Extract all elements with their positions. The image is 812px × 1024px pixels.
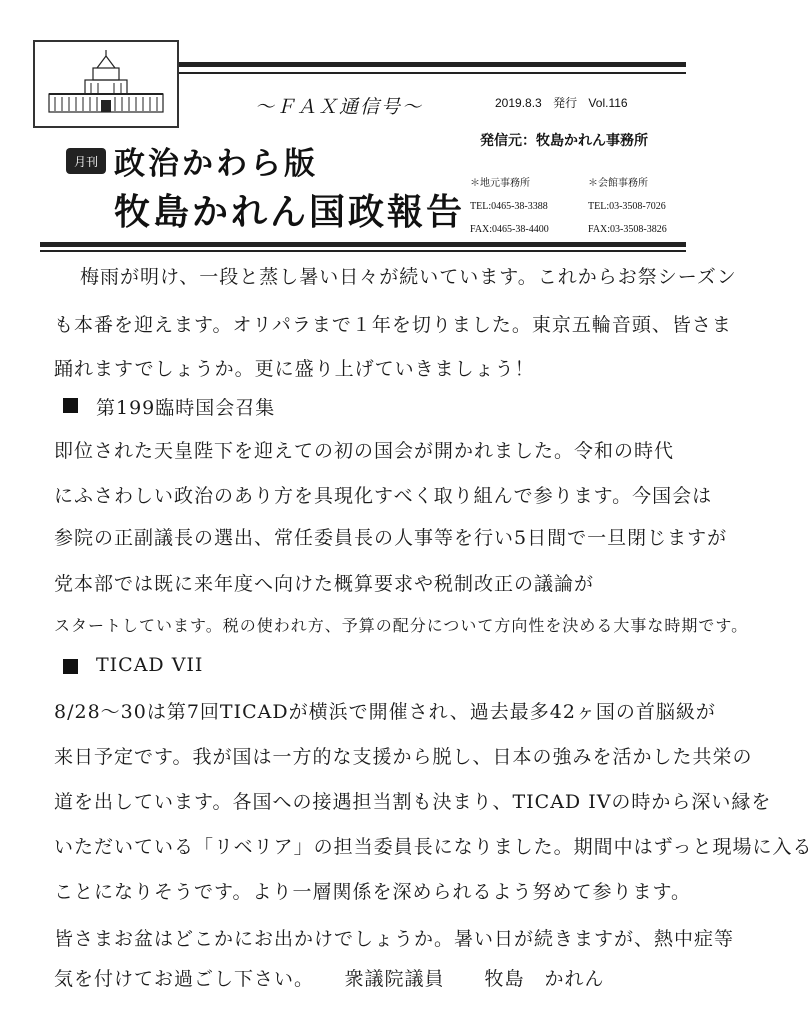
section1-line: 参院の正副議長の選出、常任委員長の人事等を行い5日間で一旦閉じますが <box>54 527 728 549</box>
issue-volume: Vol.116 <box>588 96 628 110</box>
section2-line: 来日予定です。我が国は一方的な支援から脱し、日本の強みを活かした共栄の <box>54 746 753 768</box>
diet-building-icon <box>35 42 177 126</box>
section1-line: スタートしています。税の使われ方、予算の配分について方向性を決める大事な時期です。 <box>54 616 749 635</box>
header-rule-top <box>179 62 686 67</box>
section-bullet-icon <box>63 398 78 413</box>
diet-building-logo <box>33 40 179 128</box>
header-rule-bottom-thin <box>40 250 686 252</box>
local-office-tel: TEL:0465-38-3388 <box>470 201 548 212</box>
section2-line: 道を出しています。各国への接遇担当割も決まり、TICAD IVの時から深い縁を <box>54 791 772 813</box>
diet-office-fax: FAX:03-3508-3826 <box>588 224 667 235</box>
section2-line: ことになりそうです。より一層関係を深められるよう努めて参ります。 <box>54 881 691 903</box>
header-rule-top-thin <box>179 72 686 74</box>
local-office-label: ＊地元事務所 <box>470 178 530 189</box>
section1-line: 即位された天皇陛下を迎えての初の国会が開かれました。令和の時代 <box>54 440 675 462</box>
closing-line: 気を付けてお過ごし下さい。 衆議院議員 牧島 かれん <box>54 968 605 990</box>
section1-line: 党本部では既に来年度へ向けた概算要求や税制改正の議論が <box>54 573 595 595</box>
local-office-fax: FAX:0465-38-4400 <box>470 224 549 235</box>
diet-office-info <box>588 172 667 241</box>
diet-office-tel: TEL:03-3508-7026 <box>588 201 666 212</box>
section1-line: にふさわしい政治のあり方を具現化すべく取り組んで参ります。今国会は <box>54 485 713 507</box>
intro-line: も本番を迎えます。オリパラまで１年を切りました。東京五輪音頭、皆さま <box>54 314 732 336</box>
section1-heading: 第199臨時国会召集 <box>96 397 276 419</box>
diet-office-label: ＊会館事務所 <box>588 178 648 189</box>
local-office-info <box>470 172 549 241</box>
header-rule-bottom <box>40 242 686 247</box>
section-bullet-icon <box>63 659 78 674</box>
fax-title: ～ＦＡＸ通信号～ <box>255 96 424 118</box>
section2-line: いただいている「リベリア」の担当委員長になりました。期間中はずっと現場に入る <box>54 836 812 858</box>
section2-heading: TICAD VII <box>96 654 204 676</box>
issue-date: 2019.8.3 <box>495 96 542 110</box>
issue-info <box>495 94 636 111</box>
newsletter-title: 政治かわら版 <box>114 146 318 182</box>
issue-label: 発行 <box>553 96 578 110</box>
intro-line: 梅雨が明け、一段と蒸し暑い日々が続いています。これからお祭シーズン <box>80 266 737 288</box>
newsletter-subtitle: 牧島かれん国政報告 <box>114 191 466 233</box>
intro-line: 踊れますでしょうか。更に盛り上げていきましょう！ <box>54 358 535 380</box>
section2-line: 8/28〜30は第7回TICADが横浜で開催され、過去最多42ヶ国の首脳級が <box>54 701 716 723</box>
closing-line: 皆さまお盆はどこかにお出かけでしょうか。暑い日が続きますが、熱中症等 <box>54 928 735 950</box>
sender: 発信元：牧島かれん事務所 <box>480 133 648 149</box>
monthly-badge: 月刊 <box>66 148 106 174</box>
